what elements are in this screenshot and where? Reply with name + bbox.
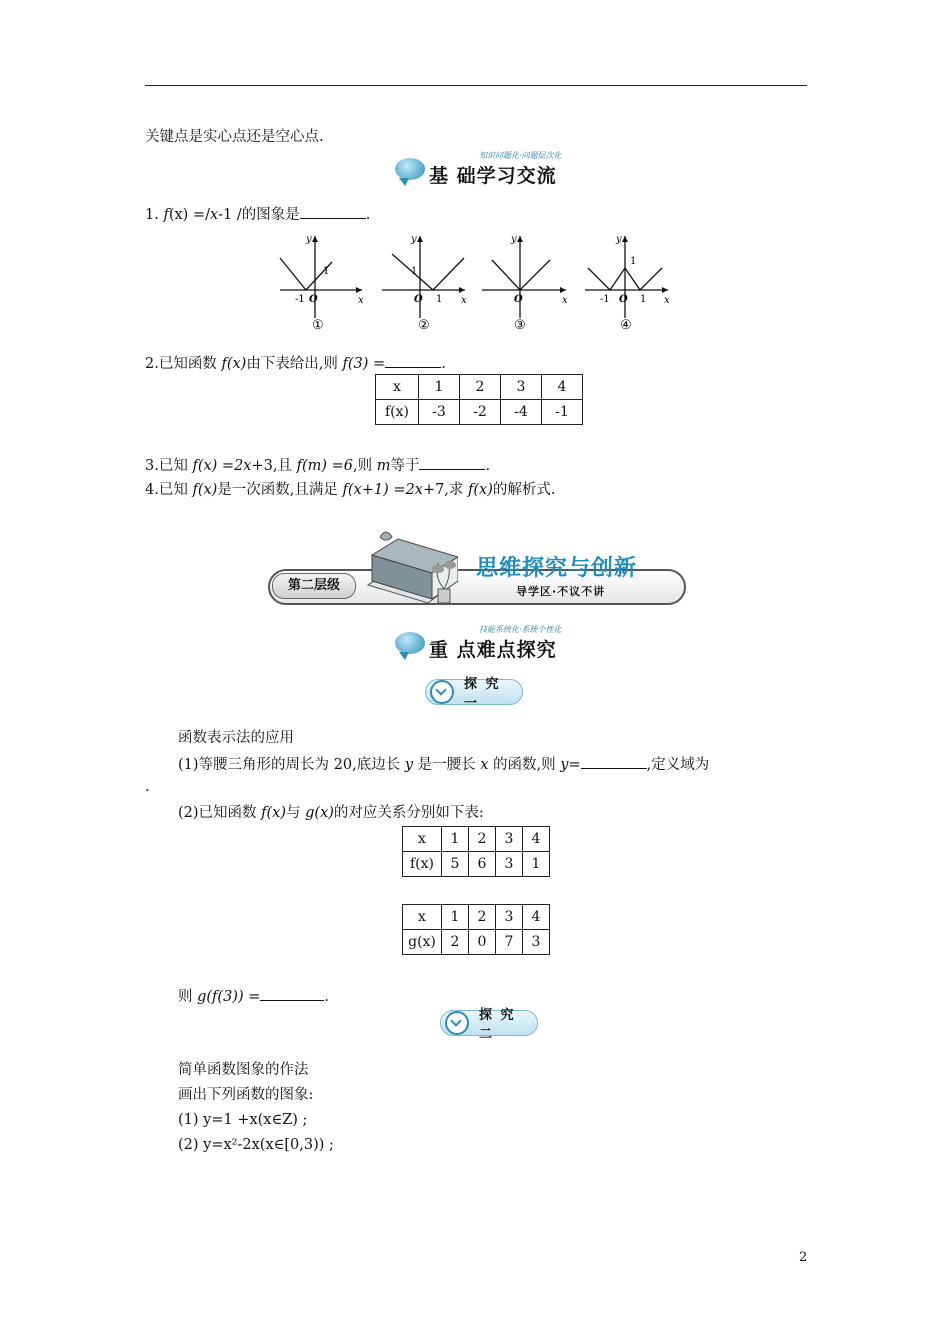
- e1p1-d: x: [480, 757, 489, 773]
- table-cell: 1: [442, 827, 469, 852]
- banner-title: 基 础学习交流: [429, 165, 557, 187]
- table-f: [402, 826, 550, 877]
- table-cell: x: [376, 375, 419, 400]
- table-cell: 3: [523, 930, 550, 955]
- table-row: [403, 852, 550, 877]
- q2-b: 由下表给出,则: [246, 356, 343, 372]
- q3-d: +3,且: [251, 458, 297, 474]
- table-cell: 0: [469, 930, 496, 955]
- banner-subtitle: 知识问题化·问题层次化: [479, 151, 562, 160]
- graph4-tick-y1: 1: [630, 256, 637, 267]
- table-cell: -3: [419, 400, 460, 425]
- table-cell: 3: [496, 852, 523, 877]
- q4-a: 4.已知: [145, 482, 193, 498]
- table-cell: 1: [442, 905, 469, 930]
- section-banner-key-points: [395, 624, 562, 662]
- layer-label: 第二层级: [272, 573, 356, 599]
- table-row: [376, 375, 583, 400]
- table-cell: 1: [419, 375, 460, 400]
- table-cell: 4: [542, 375, 583, 400]
- answer-blank[interactable]: [300, 204, 366, 219]
- table-row: [403, 905, 550, 930]
- explore-two-item-2: (2) y=x²-2x(x∈[0,3)) ;: [178, 1137, 334, 1153]
- graph2-tick-x1: 1: [436, 294, 443, 305]
- table-cell: 6: [469, 852, 496, 877]
- graph1-tick-neg1: -1: [295, 294, 305, 305]
- graph2-y-label: y: [411, 234, 417, 245]
- graph-label-4: ④: [620, 318, 632, 333]
- graph1-tick-1: 1: [323, 266, 330, 277]
- e1p2-e: 的对应关系分别如下表:: [333, 805, 484, 821]
- table-cell: -2: [460, 400, 501, 425]
- e1p1-e: 的函数,则: [488, 757, 561, 773]
- e1p3-a: 则: [178, 989, 198, 1005]
- e1p1-b: y: [404, 757, 414, 773]
- q3-end: .: [485, 458, 491, 474]
- q2-end: .: [441, 356, 446, 372]
- question-1: [145, 204, 370, 224]
- q1-f: f: [163, 207, 169, 223]
- table-cell: 5: [442, 852, 469, 877]
- e1p2-d: g(x): [305, 805, 334, 821]
- header-rule: [145, 85, 807, 86]
- q4-f: +7,求: [422, 482, 469, 498]
- answer-blank[interactable]: [385, 353, 441, 368]
- question-4: [145, 481, 556, 499]
- table-cell: x: [403, 905, 442, 930]
- graph3-origin: O: [514, 294, 523, 305]
- graph3-y-label: y: [511, 234, 517, 245]
- explore-one-label: 探 究 一: [463, 677, 501, 711]
- graph4-x-label: x: [664, 295, 670, 306]
- table-cell: f(x): [403, 852, 442, 877]
- graph4-origin: O: [619, 294, 628, 305]
- table-cell: 7: [496, 930, 523, 955]
- e1p3-end: .: [324, 989, 329, 1005]
- explore-one-part-2: [178, 804, 484, 822]
- q4-e: x: [414, 482, 423, 498]
- layer-subtitle: 导学区·不议不讲: [516, 585, 606, 598]
- graph1-y-label: y: [306, 234, 312, 245]
- e1p1-g: ,定义域为: [646, 757, 710, 773]
- explore-one-tag: [425, 677, 523, 711]
- explore-one-title: 函数表示法的应用: [178, 730, 294, 746]
- q3-e: f(m) =6: [296, 458, 353, 474]
- q2-f3: f(3) =: [342, 356, 386, 372]
- explore-one-part-3: [178, 986, 329, 1006]
- graph2-tick-y1: 1: [411, 266, 418, 277]
- table-cell: 2: [442, 930, 469, 955]
- layer-title: 思维探究与创新: [476, 556, 638, 581]
- q4-h: 的解析式.: [492, 482, 556, 498]
- q4-b: f(x): [192, 482, 218, 498]
- graph3-x-label: x: [562, 295, 568, 306]
- banner-title: 重 点难点探究: [429, 639, 557, 661]
- answer-blank[interactable]: [419, 455, 485, 470]
- speech-bubble-icon: [395, 158, 425, 180]
- table-cell: f(x): [376, 400, 419, 425]
- table-row: [403, 827, 550, 852]
- explore-two-item-1: (1) y=1 +x(x∈Z) ;: [178, 1112, 308, 1128]
- explore-two-title: 简单函数图象的作法: [178, 1062, 309, 1078]
- table-g: [402, 904, 550, 955]
- e1p3-b: g(f(3)) =: [197, 989, 261, 1005]
- page-number: 2: [799, 1250, 808, 1265]
- table-cell: 3: [496, 827, 523, 852]
- layer-two-banner: [268, 525, 684, 609]
- graph4-tick-x1: 1: [640, 294, 647, 305]
- graph4-tick-neg1: -1: [600, 294, 610, 305]
- explore-two-tag: [440, 1008, 538, 1042]
- e1p2-b: f(x): [261, 805, 287, 821]
- q1-var: x: [209, 207, 219, 223]
- graph2-x-label: x: [461, 295, 467, 306]
- graph-options: [270, 228, 680, 333]
- table-cell: -4: [501, 400, 542, 425]
- plant-icon: [430, 555, 458, 607]
- intro-text: 关键点是实心点还是空心点.: [145, 129, 324, 145]
- q3-b: f(x) =2: [192, 458, 244, 474]
- q3-h: 等于: [390, 458, 420, 474]
- graph2-origin: O: [414, 294, 423, 305]
- e1p1-f: y=: [560, 757, 581, 773]
- clock-icon: [445, 1011, 469, 1035]
- graph4-y-label: y: [616, 234, 622, 245]
- table-cell: 2: [460, 375, 501, 400]
- q3-c: x: [243, 458, 252, 474]
- clock-icon: [430, 680, 454, 704]
- e1p2-c: 与: [286, 805, 306, 821]
- answer-blank[interactable]: [581, 754, 647, 769]
- q4-g: f(x): [468, 482, 493, 498]
- graph1-x-label: x: [358, 295, 364, 306]
- table-cell: x: [403, 827, 442, 852]
- q3-g: m: [376, 458, 391, 474]
- explore-one-part-1-end: .: [145, 779, 150, 795]
- table-row: [376, 400, 583, 425]
- e1p1-c: 是一腰长: [413, 757, 481, 773]
- q1-post: -1 /的图象是: [218, 207, 300, 223]
- table-cell: 2: [469, 827, 496, 852]
- table-cell: g(x): [403, 930, 442, 955]
- q2-fx: f(x): [221, 356, 247, 372]
- table-cell: 2: [469, 905, 496, 930]
- explore-one-part-1: [178, 754, 709, 774]
- question-3: [145, 455, 490, 475]
- e1p2-a: (2)已知函数: [178, 805, 262, 821]
- table-cell: -1: [542, 400, 583, 425]
- graph1-origin: O: [309, 294, 318, 305]
- graph-label-1: ①: [312, 318, 324, 333]
- q3-a: 3.已知: [145, 458, 193, 474]
- q1-number: 1.: [145, 207, 159, 223]
- q4-d: f(x+1) =2: [342, 482, 415, 498]
- q1-end: .: [365, 207, 371, 223]
- table-cell: 4: [523, 827, 550, 852]
- q2-a: 2.已知函数: [145, 356, 222, 372]
- q1-mid: (x) =/: [168, 207, 210, 223]
- explore-two-subtitle: 画出下列函数的图象:: [178, 1087, 314, 1103]
- question-2: [145, 353, 446, 373]
- table-row: [403, 930, 550, 955]
- q2-table: [375, 374, 583, 425]
- table-cell: 1: [523, 852, 550, 877]
- graph-label-2: ②: [418, 318, 430, 333]
- answer-blank[interactable]: [260, 986, 324, 1001]
- banner-subtitle: 技能系统化·系统个性化: [479, 625, 562, 634]
- speech-bubble-icon: [395, 632, 425, 654]
- explore-two-label: 探 究 二: [478, 1008, 516, 1042]
- e1p1-a: (1)等腰三角形的周长为 20,底边长: [178, 757, 405, 773]
- table-cell: 4: [523, 905, 550, 930]
- table-cell: 3: [501, 375, 542, 400]
- section-banner-basics: [395, 150, 562, 188]
- table-cell: 3: [496, 905, 523, 930]
- q3-f: ,则: [353, 458, 377, 474]
- graph-label-3: ③: [514, 318, 526, 333]
- q4-c: 是一次函数,且满足: [217, 482, 343, 498]
